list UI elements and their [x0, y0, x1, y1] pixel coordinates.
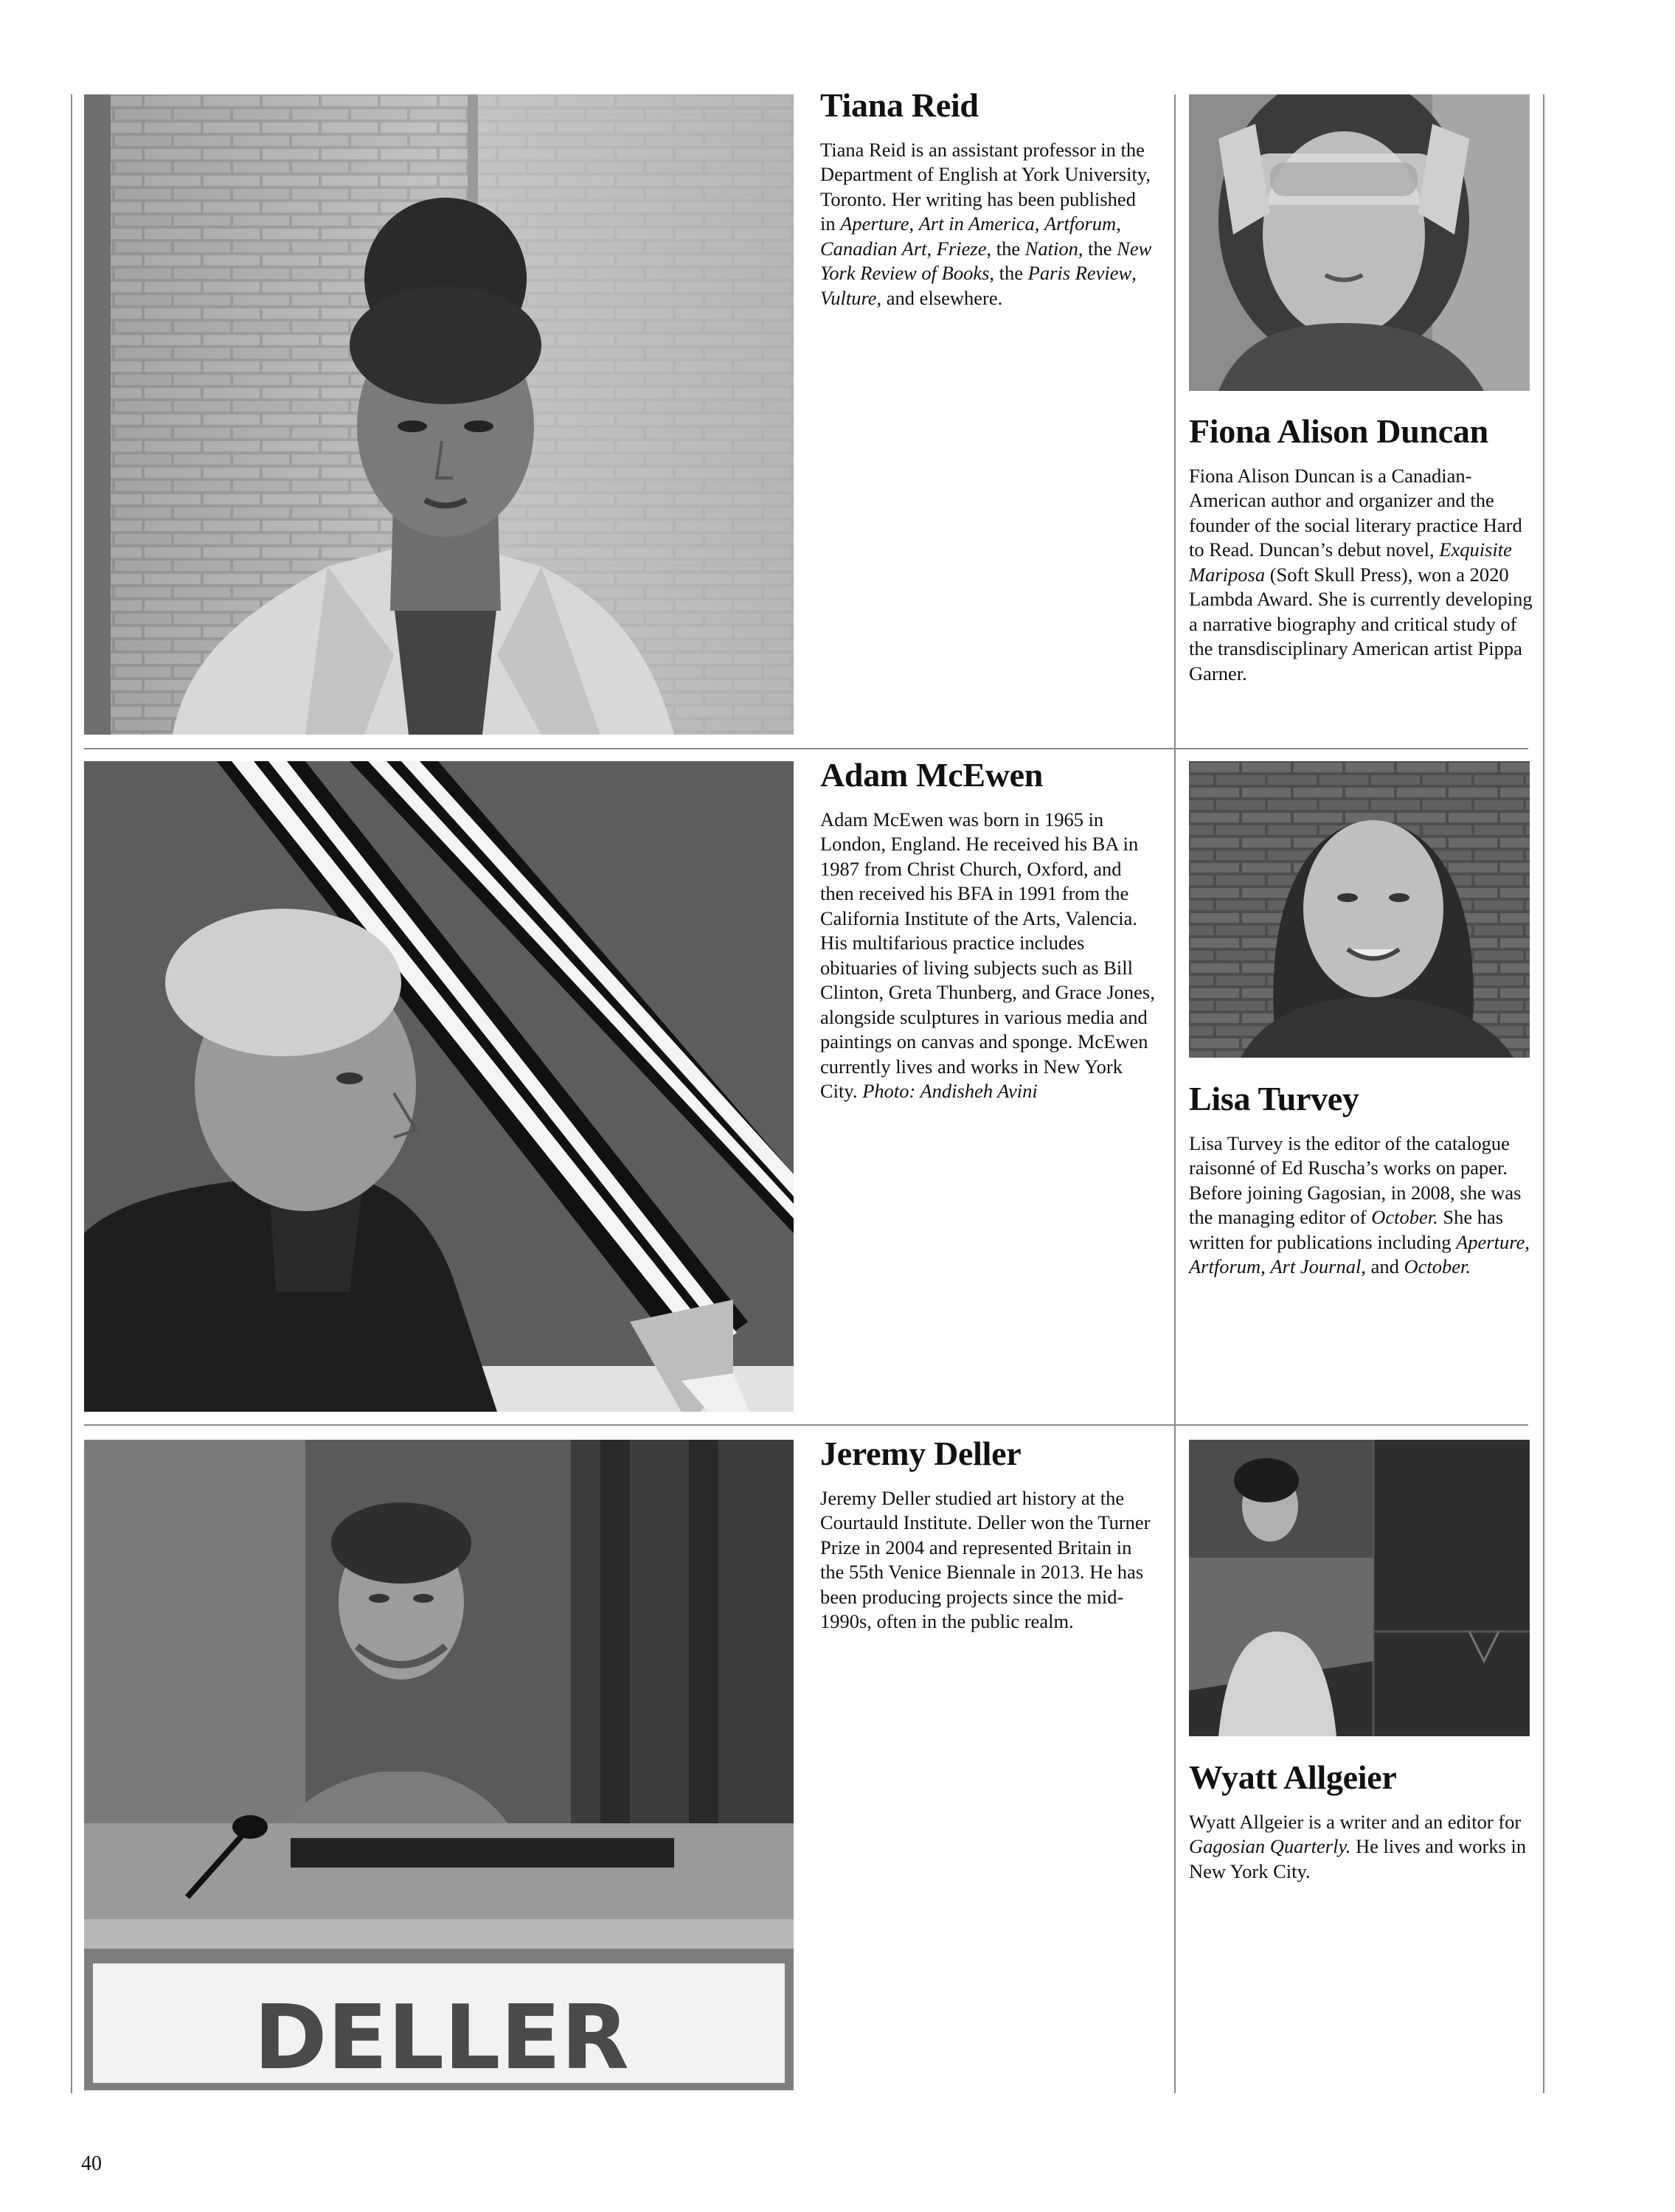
bio-italic-segment: Artforum: [1044, 212, 1117, 235]
bio-italic-segment: Exquisite Mariposa: [1189, 538, 1512, 586]
left-rule: [71, 94, 72, 2093]
lisa-turvey-photo: [1189, 761, 1530, 1058]
bio-text-segment: ,: [1116, 212, 1121, 235]
bio-text-segment: Jeremy Deller studied art history at the Courtauld Institute. Deller won the Turner Prize in 2004 and represented Britain in the 55th Venice Biennale in 2013. He has been producing projects since the mid-1990s, often in the public realm.: [820, 1486, 1151, 1633]
middle-rule: [1174, 94, 1176, 2093]
bio-text-segment: , and elsewhere.: [876, 286, 1003, 309]
bio-text-segment: He lives and works in New York City.: [1189, 1835, 1527, 1882]
bio-italic-segment: New York Review of Books: [820, 237, 1152, 285]
bio-adam-mcewen: [820, 757, 1159, 1104]
bio-italic-segment: Artforum: [1189, 1255, 1261, 1278]
bio-name: Adam McEwen: [820, 756, 1044, 794]
bio-italic-segment: Canadian Art: [820, 237, 927, 260]
bio-text-segment: Wyatt Allgeier is a writer and an editor for: [1189, 1810, 1522, 1833]
bio-text-segment: ,: [1131, 262, 1137, 285]
bio-italic-segment: October.: [1371, 1206, 1438, 1229]
bio-fiona-alison-duncan: [1189, 413, 1536, 686]
bio-name: Lisa Turvey: [1189, 1080, 1359, 1117]
bio-wyatt-allgeier: [1189, 1759, 1536, 1884]
adam-mcewen-photo: [84, 761, 794, 1412]
bio-jeremy-deller: [820, 1435, 1159, 1634]
bio-text: [1189, 464, 1536, 687]
bio-text-segment: She has written for publications including: [1189, 1206, 1504, 1253]
bio-italic-segment: Paris Review: [1027, 262, 1132, 285]
bio-text-segment: Adam McEwen was born in 1965 in London, England. He received his BA in 1987 from Christ Church, Oxford, and then received his BFA in 1991 from the California Institute of the Arts, Valencia. His multifarious practice includes obituaries of living subjects such as Bill Clinton, Greta Thunberg, and Grace Jones, alongside sculptures in various media and paintings on canvas and sponge. McEwen currently lives and works in New York City.: [820, 808, 1155, 1103]
bio-text-segment: , the: [1078, 237, 1117, 260]
bio-name: Tiana Reid: [820, 86, 979, 124]
bio-italic-segment: Aperture: [1456, 1230, 1525, 1253]
bio-tiana-reid: [820, 87, 1152, 311]
bio-lisa-turvey: [1189, 1081, 1536, 1280]
tiana-reid-photo: [84, 94, 794, 735]
bio-text-segment: Fiona Alison Duncan is a Canadian-American author and organizer and the founder of the social literary practice Hard to Read. Duncan’s debut novel,: [1189, 464, 1522, 561]
bio-text: [820, 138, 1152, 311]
bio-italic-segment: Aperture: [840, 212, 909, 235]
bio-text-segment: Lisa Turvey is the editor of the catalogue raisonné of Ed Ruscha’s works on paper. Before joining Gagosian, in 2008, she was the managing editor of: [1189, 1131, 1522, 1229]
row-divider-1: [84, 748, 1528, 749]
bio-text-segment: ,: [926, 237, 937, 260]
right-rule: [1543, 94, 1544, 2093]
row-divider-2: [84, 1424, 1528, 1426]
bio-text-segment: ,: [1260, 1255, 1271, 1278]
bio-italic-segment: Gagosian Quarterly.: [1189, 1835, 1351, 1858]
bio-text-segment: ,: [1034, 212, 1044, 235]
bio-text-segment: ,: [909, 212, 919, 235]
bio-italic-segment: Frieze: [936, 237, 987, 260]
bio-italic-segment: October.: [1404, 1255, 1471, 1278]
bio-italic-segment: Art in America: [918, 212, 1035, 235]
page-number: 40: [81, 2152, 102, 2175]
fiona-alison-duncan-photo: [1189, 94, 1530, 391]
bio-text: [820, 1486, 1159, 1634]
deller-sign-text: DELLER: [254, 1987, 629, 2090]
bio-text: [1189, 1131, 1536, 1280]
bio-text-segment: , and: [1361, 1255, 1404, 1278]
bio-text-segment: Tiana Reid is an assistant professor in the Department of English at York University, Toronto. Her writing has been published in: [820, 138, 1151, 235]
bio-italic-segment: Vulture: [820, 286, 877, 309]
bio-text-segment: , the: [989, 262, 1028, 285]
bio-text: [820, 808, 1159, 1104]
bio-name: Wyatt Allgeier: [1189, 1758, 1397, 1796]
bio-italic-segment: Nation: [1024, 237, 1078, 260]
bio-text-segment: ,: [1525, 1230, 1530, 1253]
bio-italic-segment: Photo: Andisheh Avini: [862, 1080, 1038, 1103]
bio-name: Jeremy Deller: [820, 1435, 1022, 1472]
bio-text-segment: , the: [986, 237, 1025, 260]
bio-text: [1189, 1810, 1536, 1885]
jeremy-deller-photo: [84, 1440, 794, 2090]
bio-italic-segment: Art Journal: [1270, 1255, 1362, 1278]
bio-name: Fiona Alison Duncan: [1189, 412, 1488, 450]
wyatt-allgeier-photo: [1189, 1440, 1530, 1736]
bio-text-segment: (Soft Skull Press), won a 2020 Lambda Award. She is currently developing a narrative biography and critical study of the transdisciplinary American artist Pippa Garner.: [1189, 563, 1533, 684]
